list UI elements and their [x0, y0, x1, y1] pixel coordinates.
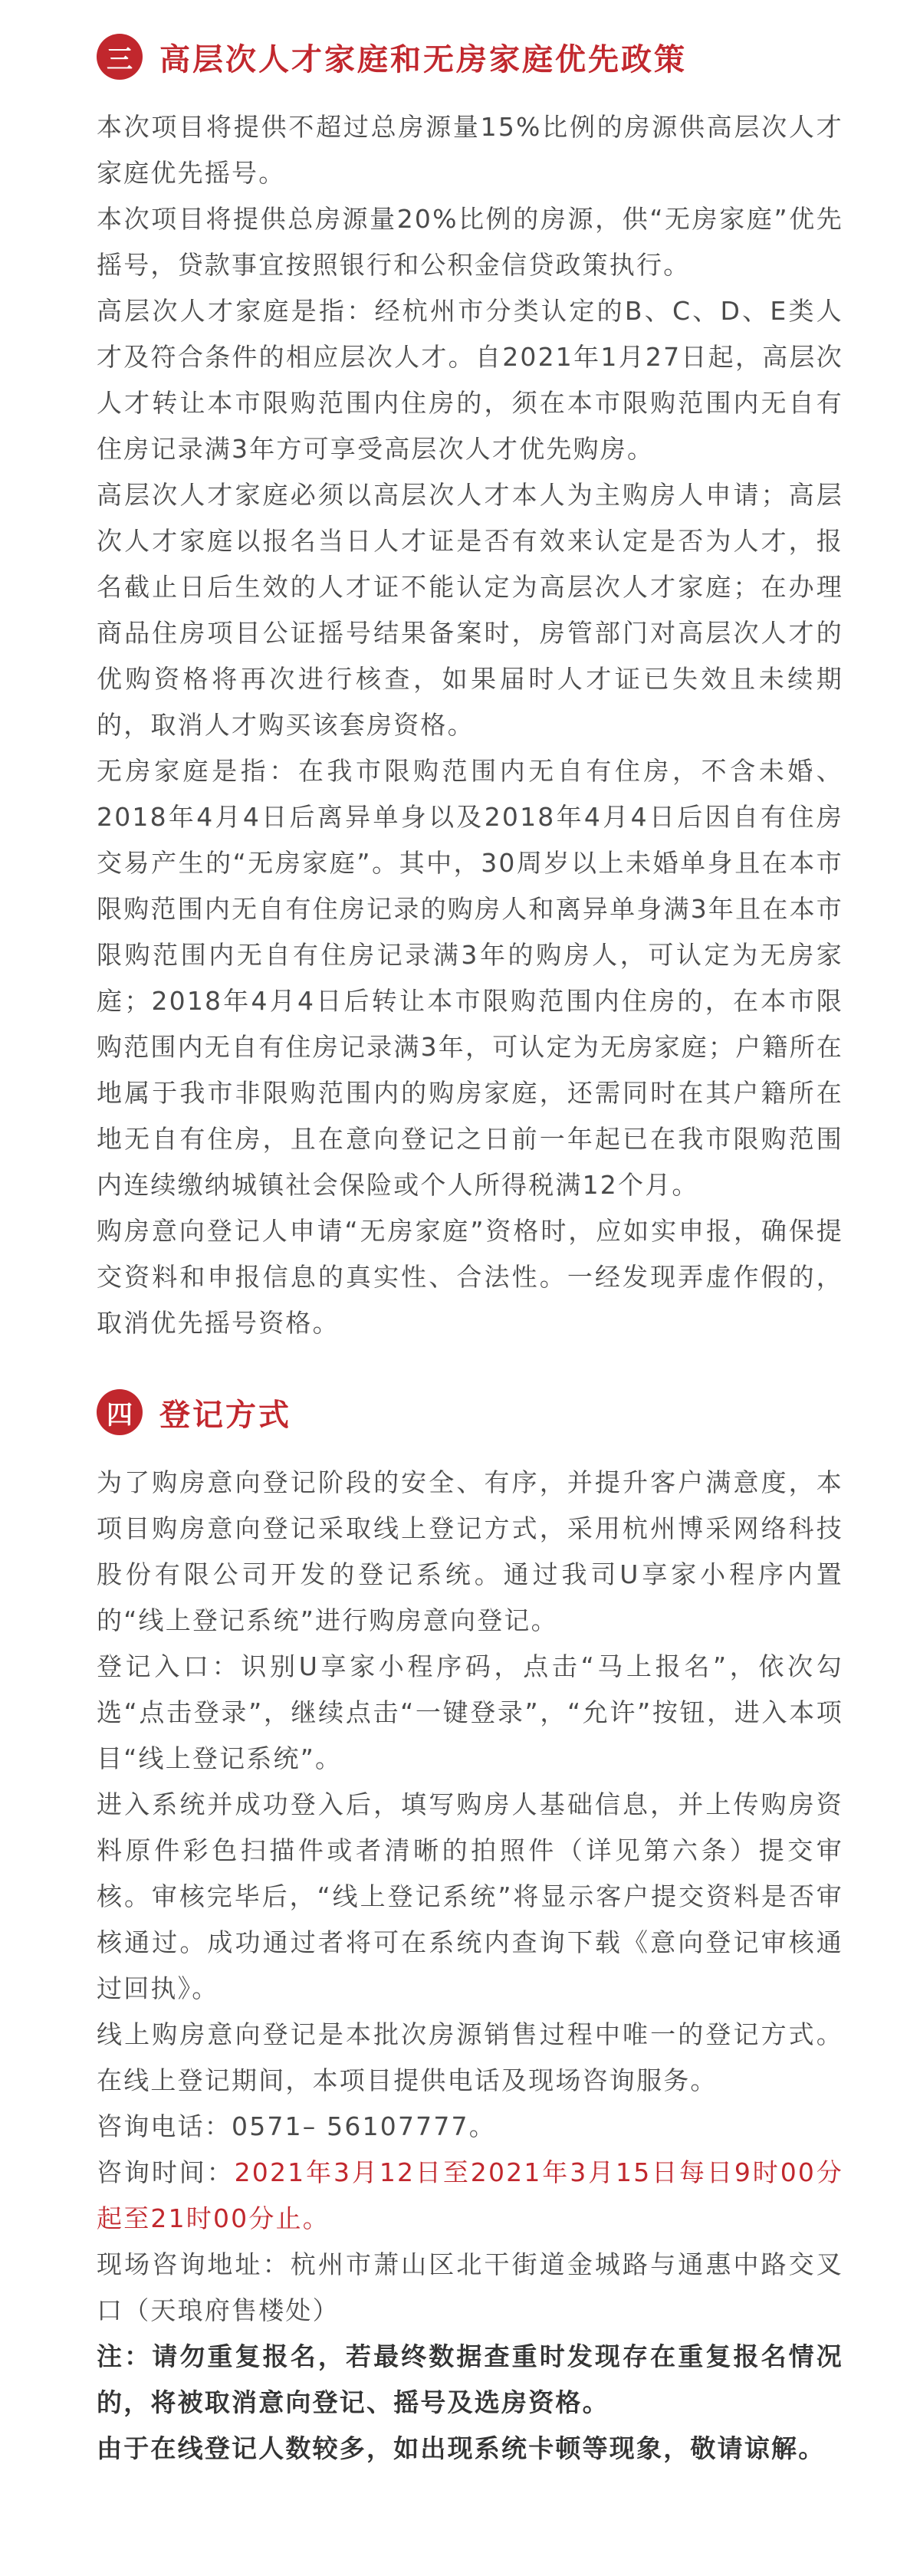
- duplicate-registration-note: 注：请勿重复报名，若最终数据查重时发现存在重复报名情况的，将被取消意向登记、摇号及选房资格。: [97, 2341, 843, 2417]
- section-3-number-badge: 三: [97, 34, 143, 80]
- consult-address: 现场咨询地址：杭州市萧山区北干街道金城路与通惠中路交叉口（天琅府售楼处）: [97, 2249, 843, 2325]
- system-lag-note: 由于在线登记人数较多，如出现系统卡顿等现象，敬请谅解。: [97, 2433, 826, 2463]
- section-4-title: 登记方式: [159, 1397, 291, 1433]
- section-3-paragraph: 高层次人才家庭是指：经杭州市分类认定的B、C、D、E类人才及符合条件的相应层次人才。自2021年1月27日起，高层次人才转让本市限购范围内住房的，须在本市限购范围内无自有住房记录满3年方可享受高层次人才优先购房。: [97, 296, 843, 464]
- section-4-paragraph: 为了购房意向登记阶段的安全、有序，并提升客户满意度，本项目购房意向登记采取线上登记方式，采用杭州博采网络科技股份有限公司开发的登记系统。通过我司U享家小程序内置的“线上登记系统”进行购房意向登记。: [97, 1467, 843, 1635]
- section-4-body: [97, 1460, 843, 2472]
- section-4-paragraph: 登记入口：识别U享家小程序码，点击“马上报名”，依次勾选“点击登录”，继续点击“一键登录”，“允许”按钮，进入本项目“线上登记系统”。: [97, 1651, 843, 1773]
- section-4-paragraph: 线上购房意向登记是本批次房源销售过程中唯一的登记方式。在线上登记期间，本项目提供电话及现场咨询服务。: [97, 2019, 843, 2095]
- section-3-paragraph: 无房家庭是指：在我市限购范围内无自有住房，不含未婚、2018年4月4日后离异单身以及2018年4月4日后因自有住房交易产生的“无房家庭”。其中，30周岁以上未婚单身且在本市限购范围内无自有住房记录的购房人和离异单身满3年且在本市限购范围内无自有住房记录满3年的购房人，可认定为无房家庭；2018年4月4日后转让本市限购范围内住房的，在本市限购范围内无自有住房记录满3年，可认定为无房家庭；户籍所在地属于我市非限购范围内的购房家庭，还需同时在其户籍所在地无自有住房，且在意向登记之日前一年起已在我市限购范围内连续缴纳城镇社会保险或个人所得税满12个月。: [97, 756, 843, 1200]
- section-3-paragraph: 高层次人才家庭必须以高层次人才本人为主购房人申请；高层次人才家庭以报名当日人才证是否有效来认定是否为人才，报名截止日后生效的人才证不能认定为高层次人才家庭；在办理商品住房项目公证摇号结果备案时，房管部门对高层次人才的优购资格将再次进行核查，如果届时人才证已失效且未续期的，取消人才购买该套房资格。: [97, 480, 843, 740]
- consult-phone: 咨询电话：0571– 56107777。: [97, 2111, 496, 2141]
- section-4-number-badge: 四: [97, 1389, 143, 1435]
- section-3-paragraph: 本次项目将提供不超过总房源量15%比例的房源供高层次人才家庭优先摇号。: [97, 112, 843, 188]
- section-3-paragraph: 本次项目将提供总房源量20%比例的房源，供“无房家庭”优先摇号，贷款事宜按照银行和公积金信贷政策执行。: [97, 204, 843, 280]
- section-4-paragraph: 进入系统并成功登入后，填写购房人基础信息，并上传购房资料原件彩色扫描件或者清晰的拍照件（详见第六条）提交审核。审核完毕后，“线上登记系统”将显示客户提交资料是否审核通过。成功通过者将可在系统内查询下载《意向登记审核通过回执》。: [97, 1789, 843, 2003]
- section-3-header: [97, 26, 843, 87]
- consult-hours: [97, 2150, 843, 2242]
- section-3-paragraph: 购房意向登记人申请“无房家庭”资格时，应如实申报，确保提交资料和申报信息的真实性、合法性。一经发现弄虚作假的，取消优先摇号资格。: [97, 1216, 843, 1338]
- section-3-body: [97, 104, 843, 1346]
- consult-hours-value: 2021年3月12日至2021年3月15日每日9时00分起至21时00分止。: [97, 2157, 844, 2233]
- consult-hours-label: 咨询时间：: [97, 2157, 235, 2187]
- section-4-header: [97, 1382, 843, 1443]
- section-3-title: 高层次人才家庭和无房家庭优先政策: [159, 41, 687, 77]
